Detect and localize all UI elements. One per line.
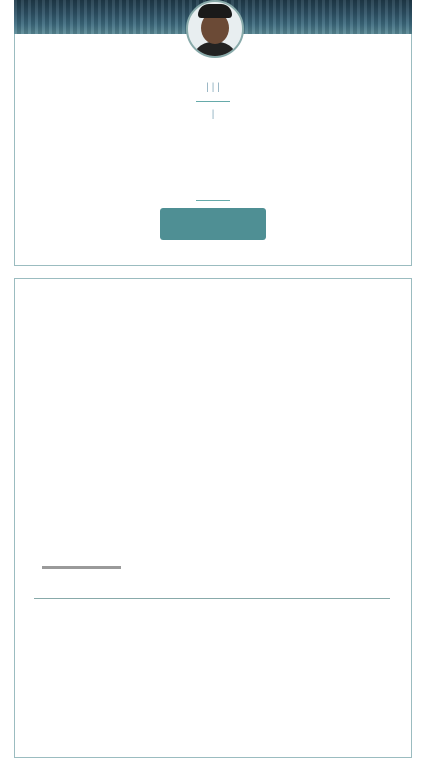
- divider: [34, 598, 390, 599]
- percentile-rankings-card: [14, 278, 412, 758]
- legend-track: [42, 566, 121, 569]
- player-avatar: [186, 0, 244, 58]
- show-random-video-button[interactable]: [160, 208, 266, 240]
- divider: [196, 101, 230, 102]
- player-draft-info: |: [211, 109, 215, 120]
- divider: [196, 200, 230, 201]
- player-bio: | | |: [206, 82, 220, 93]
